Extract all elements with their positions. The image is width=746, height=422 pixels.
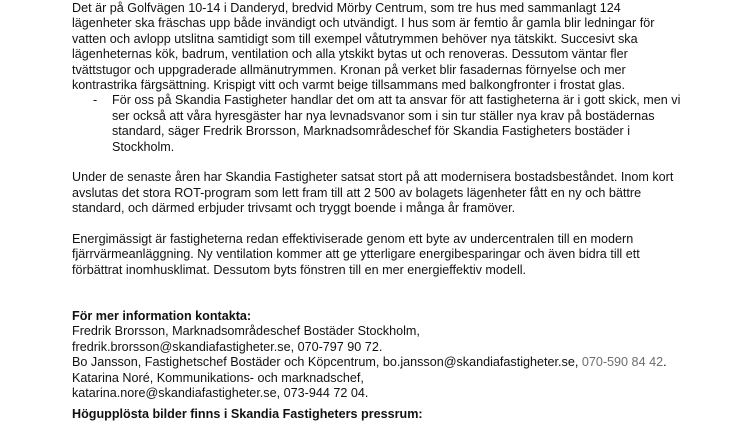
quote-text: För oss på Skandia Fastigheter handlar det om att ta ansvar för att fastigheterna är i gott skick, men vi ser också att våra hyresgäster har nya levnadsvanor som i sin tur ställer nya krav på bostädernas standard, säger Fredrik Brorsson, Marknadsområdeschef för Skandia Fastigheters bostäder i Stockholm. xyxy=(112,93,681,154)
spacer xyxy=(72,278,682,293)
body-paragraph-3: Energimässigt är fastigheterna redan effektiviserade genom ett byte av undercentralen till en modern fjärrvärmeanläggning. Ny ventilation kommer att ge ytterligare energibesparingar och även bidra till ett förbättrat inomhusklimat. Dessutom byts fönstren till en mer energieffektiv modell. xyxy=(72,232,640,277)
press-images-heading: Högupplösta bilder finns i Skandia Fastigheters pressrum: xyxy=(72,407,423,421)
quote-block xyxy=(72,93,682,155)
spacer xyxy=(72,217,682,232)
contact-jansson-text[interactable]: Bo Jansson, Fastighetschef Bostäder och Köpcentrum, bo.jansson@skandiafastigheter.se, xyxy=(72,355,582,370)
contact-line-1: Fredrik Brorsson, Marknadsområdeschef Bostäder Stockholm, xyxy=(72,324,420,339)
contact-heading: För mer information kontakta: xyxy=(72,309,252,324)
spacer xyxy=(72,294,682,309)
document-page xyxy=(72,0,682,402)
contact-line-4: Katarina Noré, Kommunikations- och marknadschef, xyxy=(72,370,364,385)
body-paragraph-2: Under de senaste åren har Skandia Fastigheter satsat stort på att modernisera bostadsbeståndet. Inom kort avslutas det stora ROT-program som lett fram till att 2 500 av bolagets lägenheter fått en ny och bättre standard, och därmed erbjuder trivsamt och tryggt boende i många år framöver. xyxy=(72,170,674,216)
quote-dash: - xyxy=(93,93,98,108)
contact-jansson-period: . xyxy=(663,355,667,370)
contact-line-3 xyxy=(72,355,682,370)
body-paragraph-1: Det är på Golfvägen 10-14 i Danderyd, bredvid Mörby Centrum, som tre hus med sammanlagt 124 lägenheter ska fräschas upp både invändigt och utvändigt. I hus som är femtio år gamla blir ledningar för vatten och avlopp utslitna samtidigt som till exempel våtutrymmen behöver nya tätskikt. Succesivt ska lägenheternas kök, badrum, ventilation och alla ytskikt bytas ut och renoveras. Dessutom väntar fler tvättstugor och uppgraderade allmänutrymmen. Kronan på verket blir fasadernas förnyelse och mer kontrastrika färgsättning. Krispigt vitt och varmt beige tillsammans med balkongfronter i frostat glas. xyxy=(72,1,655,93)
spacer xyxy=(72,155,682,170)
contact-jansson-phone[interactable]: 070-590 84 42 xyxy=(581,355,664,370)
contact-email-brorsson[interactable]: fredrik.brorsson@skandiafastigheter.se, 070-797 90 72. xyxy=(72,339,383,354)
contact-email-nore[interactable]: katarina.nore@skandiafastigheter.se, 073-944 72 04. xyxy=(72,386,369,401)
